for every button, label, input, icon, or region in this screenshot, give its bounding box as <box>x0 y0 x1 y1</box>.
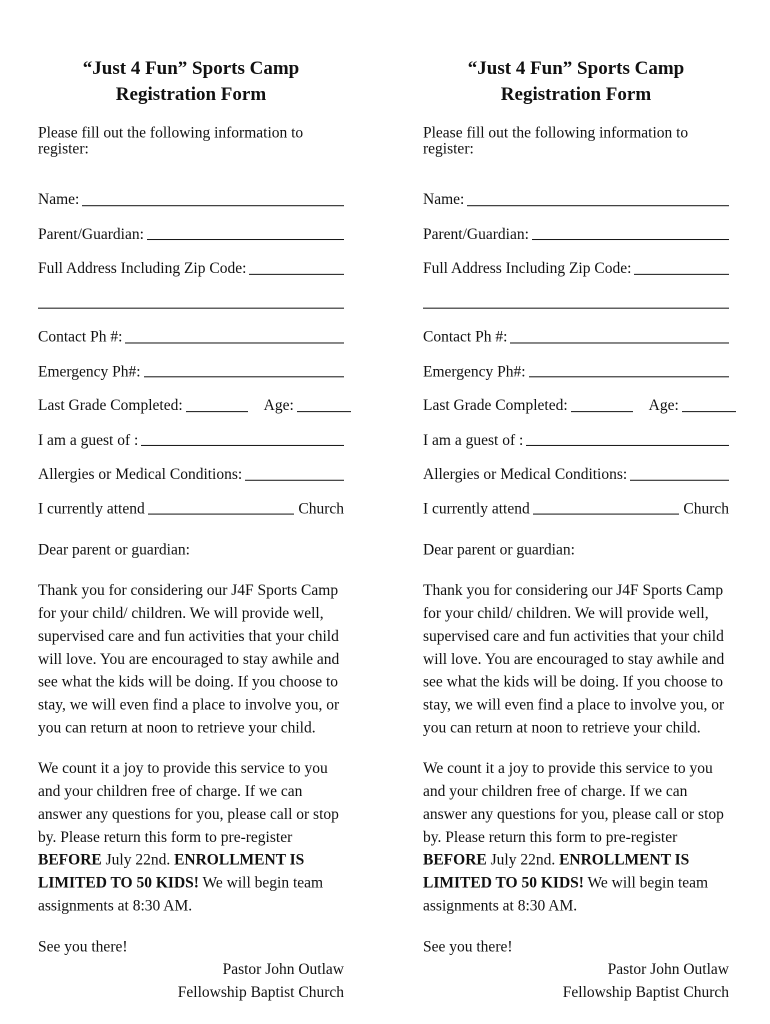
address-label: Full Address Including Zip Code: <box>38 259 247 277</box>
guest-blank[interactable] <box>141 444 344 446</box>
age-label: Age: <box>263 397 294 415</box>
contact-row <box>423 311 729 345</box>
attend-blank[interactable] <box>148 513 295 515</box>
attend-label: I currently attend <box>38 500 145 518</box>
church-label: Church <box>298 500 344 518</box>
grade-label: Last Grade Completed: <box>423 397 568 415</box>
allergies-row <box>423 448 729 482</box>
guest-row <box>423 414 729 448</box>
parent-row <box>423 208 729 242</box>
attend-row <box>38 482 344 516</box>
name-row <box>423 173 729 207</box>
grade-age-row <box>423 379 729 413</box>
paragraph-details-start: We count it a joy to provide this service to you and your children free of charge. If we can answer any questions for you, please call or stop by. Please return this form to pre-register <box>38 760 339 846</box>
parent-label: Parent/Guardian: <box>423 225 529 243</box>
greeting: Dear parent or guardian: <box>38 541 190 559</box>
church-label: Church <box>683 500 729 518</box>
address-row <box>423 242 729 276</box>
church-name: Fellowship Baptist Church <box>177 984 344 1002</box>
parent-row <box>38 208 344 242</box>
before-emphasis: BEFORE <box>38 851 102 869</box>
allergies-label: Allergies or Medical Conditions: <box>38 465 243 483</box>
registration-form-left <box>38 56 344 1004</box>
paragraph-details-start: We count it a joy to provide this service to you and your children free of charge. If we can answer any questions for you, please call or stop by. Please return this form to pre-register <box>423 760 724 846</box>
guest-label: I am a guest of : <box>38 431 139 449</box>
paragraph-details <box>38 757 344 917</box>
age-blank[interactable] <box>682 410 736 412</box>
address-blank[interactable] <box>634 272 729 274</box>
guest-row <box>38 414 344 448</box>
paragraph-welcome: Thank you for considering our J4F Sports Camp for your child/ children. We will provide well, supervised care and fun activities that your child will love. You are encouraged to stay awhile and see what the kids will be doing. If you choose to stay, we will even find a place to involve you, or you can return at noon to retrieve your child. <box>423 582 725 737</box>
parent-label: Parent/Guardian: <box>38 225 144 243</box>
enrollment-emphasis: ENROLLMENT IS LIMITED TO 50 KIDS! <box>38 851 305 892</box>
signer-name: Pastor John Outlaw <box>222 961 344 979</box>
enrollment-emphasis: ENROLLMENT IS LIMITED TO 50 KIDS! <box>423 851 690 892</box>
greeting: Dear parent or guardian: <box>423 541 575 559</box>
paragraph-welcome: Thank you for considering our J4F Sports Camp for your child/ children. We will provide well, supervised care and fun activities that your child will love. You are encouraged to stay awhile and see what the kids will be doing. If you choose to stay, we will even find a place to involve you, or you can return at noon to retrieve your child. <box>38 582 340 737</box>
parent-blank[interactable] <box>147 238 344 240</box>
attend-label: I currently attend <box>423 500 530 518</box>
attend-row <box>423 482 729 516</box>
contact-row <box>38 311 344 345</box>
age-blank[interactable] <box>297 410 351 412</box>
emergency-blank[interactable] <box>529 375 729 377</box>
allergies-label: Allergies or Medical Conditions: <box>423 465 628 483</box>
allergies-blank[interactable] <box>630 478 729 480</box>
emergency-blank[interactable] <box>144 375 344 377</box>
address-row <box>38 242 344 276</box>
address-blank[interactable] <box>249 272 344 274</box>
address-line2-row <box>423 276 729 310</box>
contact-label: Contact Ph #: <box>423 328 508 346</box>
allergies-row <box>38 448 344 482</box>
name-blank[interactable] <box>467 204 729 206</box>
paragraph-details-mid: July 22nd. <box>486 851 560 869</box>
contact-blank[interactable] <box>125 341 344 343</box>
registration-form-right <box>423 56 729 1004</box>
address-line2-blank[interactable] <box>423 307 729 309</box>
address-line2-blank[interactable] <box>38 307 344 309</box>
guest-label: I am a guest of : <box>423 431 524 449</box>
name-row <box>38 173 344 207</box>
contact-blank[interactable] <box>510 341 729 343</box>
grade-age-row <box>38 379 344 413</box>
signer-name: Pastor John Outlaw <box>607 961 729 979</box>
before-emphasis: BEFORE <box>423 851 487 869</box>
grade-blank[interactable] <box>186 410 248 412</box>
parent-blank[interactable] <box>532 238 729 240</box>
guest-blank[interactable] <box>526 444 729 446</box>
paragraph-details-mid: July 22nd. <box>101 851 175 869</box>
emergency-label: Emergency Ph#: <box>423 362 526 380</box>
contact-label: Contact Ph #: <box>38 328 123 346</box>
paragraph-details-end: We will begin team assignments at 8:30 AM. <box>423 874 709 915</box>
paragraph-details-end: We will begin team assignments at 8:30 AM. <box>38 874 324 915</box>
grade-blank[interactable] <box>571 410 633 412</box>
form-intro: Please fill out the following information to register: <box>38 124 304 157</box>
emergency-row <box>423 345 729 379</box>
form-title: “Just 4 Fun” Sports Camp <box>467 57 685 79</box>
emergency-row <box>38 345 344 379</box>
name-label: Name: <box>423 191 465 209</box>
closing: See you there! <box>423 938 513 956</box>
name-blank[interactable] <box>82 204 344 206</box>
allergies-blank[interactable] <box>245 478 344 480</box>
form-intro: Please fill out the following information to register: <box>423 124 689 157</box>
form-title: “Just 4 Fun” Sports Camp <box>82 57 300 79</box>
paragraph-details <box>423 757 729 917</box>
address-line2-row <box>38 276 344 310</box>
emergency-label: Emergency Ph#: <box>38 362 141 380</box>
name-label: Name: <box>38 191 80 209</box>
closing: See you there! <box>38 938 128 956</box>
grade-label: Last Grade Completed: <box>38 397 183 415</box>
age-label: Age: <box>648 397 679 415</box>
church-name: Fellowship Baptist Church <box>562 984 729 1002</box>
form-subtitle: Registration Form <box>115 83 267 105</box>
address-label: Full Address Including Zip Code: <box>423 259 632 277</box>
form-subtitle: Registration Form <box>500 83 652 105</box>
attend-blank[interactable] <box>533 513 680 515</box>
